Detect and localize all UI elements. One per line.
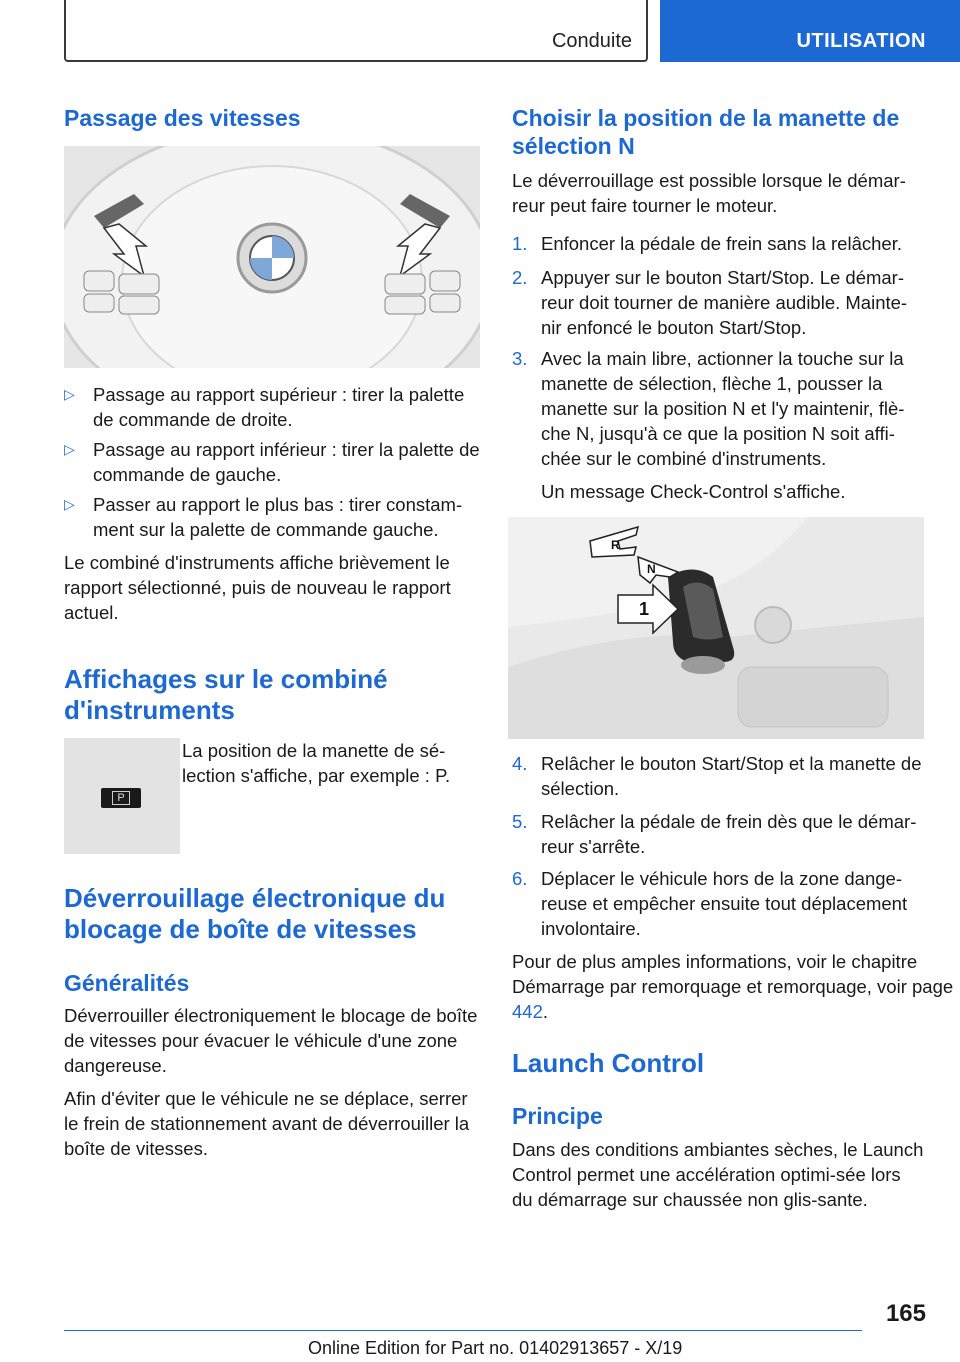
- heading-affichages: Affichages sur le combiné d'instruments: [64, 664, 388, 725]
- page-link[interactable]: 442: [512, 1001, 543, 1022]
- list-item-text: Passer au rapport le plus bas : tirer constam‐ment sur la palette de commande gauche.: [93, 494, 463, 540]
- paragraph-plus-infos: [512, 949, 956, 1024]
- label-1: 1: [639, 599, 650, 619]
- header-section-tab: [64, 0, 648, 62]
- paragraph-generalites: Déverrouiller électroniquement le blocage de boîte de vitesses pour évacuer le véhicule d'une zone dangereuse.: [64, 1005, 478, 1076]
- gear-display-box: [101, 788, 141, 808]
- step-text: Relâcher la pédale de frein dès que le démar‐reur s'arrête.: [541, 811, 917, 857]
- paragraph-position: La position de la manette de sé‐lection s'affiche, par exemple : P.: [182, 740, 451, 786]
- heading-generalites: Généralités: [64, 970, 190, 996]
- triangle-bullet-icon: ▷: [64, 386, 75, 402]
- list-item: [512, 265, 926, 340]
- paragraph-combine: Le combiné d'instruments affiche brièvement le rapport sélectionné, puis de nouveau le rapport actuel.: [64, 552, 451, 623]
- label-n: N: [647, 562, 656, 576]
- list-item: [512, 346, 926, 471]
- list-item: [64, 437, 480, 487]
- list-item-text: Passage au rapport inférieur : tirer la palette de commande de gauche.: [93, 439, 480, 485]
- step-text: Enfoncer la pédale de frein sans la relâcher.: [541, 233, 902, 254]
- step-number: 1.: [512, 233, 528, 254]
- heading-passage-vitesses: Passage des vitesses: [64, 105, 301, 131]
- step-text: Relâcher le bouton Start/Stop et la manette de sélection.: [541, 753, 922, 799]
- label-r: R: [611, 538, 620, 552]
- list-item: [64, 382, 480, 432]
- heading-deverrouillage: Déverrouillage électronique du blocage de boîte de vitesses: [64, 883, 446, 944]
- step-note: Un message Check-Control s'affiche.: [541, 481, 846, 502]
- step-text: Appuyer sur le bouton Start/Stop. Le démar‐reur doit tourner de manière audible. Mainte‐nir enfoncé le bouton Start/Stop.: [541, 267, 908, 338]
- step-number: 2.: [512, 267, 528, 288]
- gear-display-image: [64, 738, 180, 854]
- list-item-text: Passage au rapport supérieur : tirer la palette de commande de droite.: [93, 384, 465, 430]
- step-text: Avec la main libre, actionner la touche sur la manette de sélection, flèche 1, pousser la manette sur la position N et l'y maintenir, flè‐che N, jusqu'à ce que la position N soit affi‐chée sur le combiné d'instruments.: [541, 348, 905, 469]
- heading-principe: Principe: [512, 1103, 603, 1129]
- heading-choisir-n: Choisir la position de la manette de sélection N: [512, 105, 900, 159]
- step-number: 4.: [512, 753, 528, 774]
- step-text: Déplacer le véhicule hors de la zone dange‐reuse et empêcher ensuite tout déplacement involontaire.: [541, 868, 908, 939]
- page-number: 165: [885, 1300, 926, 1327]
- steering-wheel-image: [64, 146, 480, 368]
- list-item: [512, 751, 926, 801]
- triangle-bullet-icon: ▷: [64, 441, 75, 457]
- header-section-label: Conduite: [551, 30, 632, 52]
- paragraph-intro: Le déverrouillage est possible lorsque le démar‐reur peut faire tourner le moteur.: [512, 170, 906, 216]
- list-item: [512, 809, 926, 859]
- list-item: [512, 866, 926, 941]
- paragraph-plus-text: Pour de plus amples informations, voir le chapitre Démarrage par remorquage et remorquage, voir page: [512, 951, 954, 997]
- footer-divider: [64, 1330, 862, 1331]
- gear-display-letter: P: [112, 791, 130, 805]
- gear-selector-image: [508, 517, 924, 739]
- step-number: 6.: [512, 868, 528, 889]
- header-chapter-tab: [660, 0, 960, 62]
- paragraph-afin: Afin d'éviter que le véhicule ne se déplace, serrer le frein de stationnement avant de déverrouiller la boîte de vitesses.: [64, 1088, 470, 1159]
- step-number: 3.: [512, 348, 528, 369]
- paragraph-principe: Dans des conditions ambiantes sèches, le Launch Control permet une accélération optimi‐sée lors du démarrage sur chaussée non glis‐sante.: [512, 1139, 924, 1210]
- list-item: [64, 492, 480, 542]
- list-item: [512, 231, 926, 256]
- footer-edition: Online Edition for Part no. 01402913657 - X/19: [308, 1338, 683, 1358]
- heading-launch-control: Launch Control: [512, 1048, 705, 1078]
- triangle-bullet-icon: ▷: [64, 496, 75, 512]
- header-chapter-label: UTILISATION: [796, 30, 926, 52]
- paragraph-plus-end: .: [542, 1001, 549, 1022]
- step-number: 5.: [512, 811, 528, 832]
